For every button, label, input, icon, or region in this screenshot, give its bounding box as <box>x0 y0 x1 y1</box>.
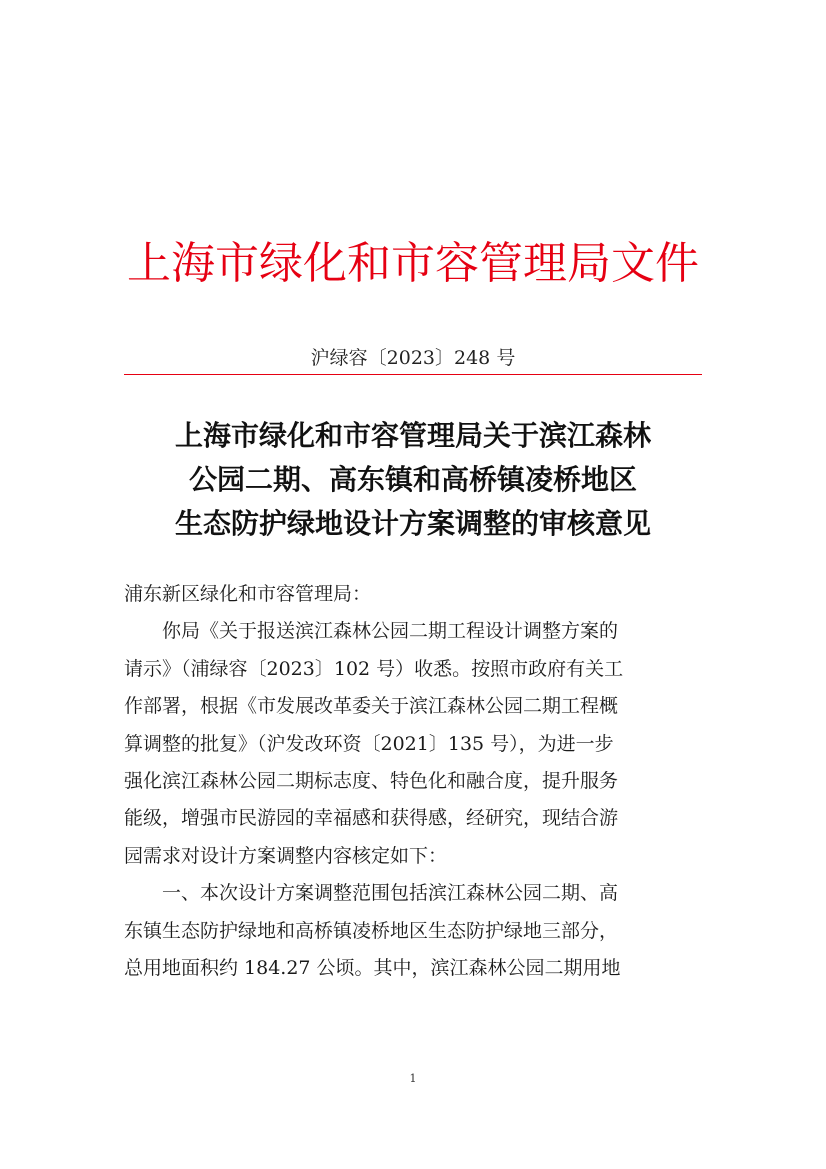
title-line: 生态防护绿地设计方案调整的审核意见 <box>174 507 651 540</box>
document-body <box>124 576 704 987</box>
body-line: 请示》（浦绿容〔2023〕102 号）收悉。按照市政府有关工 <box>124 657 624 680</box>
document-title <box>100 414 726 546</box>
masthead-title: 上海市绿化和市容管理局文件 <box>127 238 699 289</box>
body-line: 能级，增强市民游园的幸福感和获得感，经研究，现结合游 <box>124 807 619 830</box>
salutation: 浦东新区绿化和市容管理局： <box>124 583 372 605</box>
red-divider-rule <box>124 374 702 375</box>
body-line: 一、本次设计方案调整范围包括滨江森林公园二期、高 <box>162 882 619 905</box>
body-line: 强化滨江森林公园二期标志度、特色化和融合度，提升服务 <box>124 769 619 792</box>
document-number: 沪绿容〔2023〕248 号 <box>310 347 516 369</box>
body-line: 东镇生态防护绿地和高桥镇凌桥地区生态防护绿地三部分， <box>124 919 619 942</box>
body-line: 总用地面积约 184.27 公顷。其中，滨江森林公园二期用地 <box>124 956 621 979</box>
body-line: 你局《关于报送滨江森林公园二期工程设计调整方案的 <box>162 620 619 643</box>
body-line: 园需求对设计方案调整内容核定如下： <box>124 844 448 867</box>
title-line: 公园二期、高东镇和高桥镇凌桥地区 <box>188 463 637 496</box>
body-line: 算调整的批复》（沪发改环资〔2021〕135 号），为进一步 <box>124 732 614 755</box>
title-line: 上海市绿化和市容管理局关于滨江森林 <box>174 419 651 452</box>
body-line: 作部署，根据《市发展改革委关于滨江森林公园二期工程概 <box>124 695 619 718</box>
page-number: 1 <box>409 1072 417 1085</box>
